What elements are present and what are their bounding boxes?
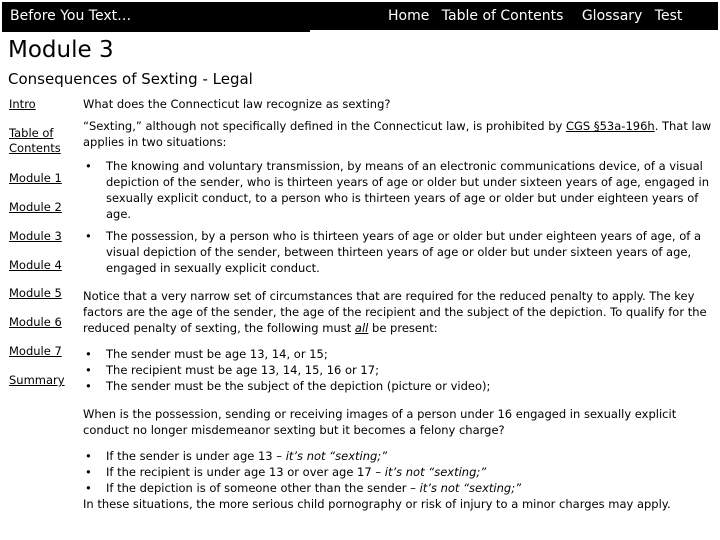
sidebar-item-module-3[interactable]: Module 3 — [9, 229, 62, 243]
list-item: • If the recipient is under age 13 or over age 17 – it’s not “sexting;” — [83, 464, 715, 480]
nav-home[interactable]: Home — [388, 8, 430, 24]
sidebar-item-module-7[interactable]: Module 7 — [9, 344, 62, 358]
list-item: • The sender must be age 13, 14, or 15; — [83, 346, 715, 362]
sidebar-item-intro[interactable]: Intro — [9, 97, 36, 111]
top-nav — [388, 8, 682, 24]
top-bar — [2, 2, 718, 30]
conditions-list — [83, 346, 715, 394]
nav-test[interactable]: Test — [654, 8, 683, 24]
sidebar-item-module-6[interactable]: Module 6 — [9, 315, 62, 329]
statute-link[interactable]: CGS §53a-196h — [565, 119, 655, 133]
nav-table-of-contents[interactable]: Table of Contents — [441, 8, 564, 24]
law-intro-text-end: . That law applies in two situations: — [83, 119, 712, 149]
sidebar-item-module-2[interactable]: Module 2 — [9, 200, 62, 214]
notice-paragraph: Notice that a very narrow set of circumstances that are required for the reduced penalty to apply. The key factors are the age of the sender, the age of the recipient and the subject of the depiction. To qualify for the reduced penalty of sexting, the following must all be present: — [83, 289, 707, 335]
list-item: • The possession, by a person who is thirteen years of age or older but under eighteen years of age, of a visual depiction of the sender, between thirteen years of age or older but under sixteen years of age, engaged in sexually explicit conduct. — [83, 228, 715, 276]
felony-cases-list — [83, 448, 715, 496]
question-what-is-sexting: What does the Connecticut law recognize as sexting? — [83, 97, 391, 111]
sidebar-item-module-5[interactable]: Module 5 — [9, 286, 62, 300]
closing-paragraph: In these situations, the more serious child pornography or risk of injury to a minor charges may apply. — [83, 497, 671, 511]
sidebar-item-module-1[interactable]: Module 1 — [9, 171, 62, 185]
situations-list — [83, 158, 715, 276]
list-item: • If the depiction is of someone other than the sender – it’s not “sexting;” — [83, 480, 715, 496]
question-felony: When is the possession, sending or receiving images of a person under 16 engaged in sexually explicit conduct no longer misdemeanor sexting but it becomes a felony charge? — [83, 407, 677, 437]
title-underline — [2, 30, 310, 32]
law-intro-text: “Sexting,” although not specifically defined in the Connecticut law, is prohibited by — [83, 119, 566, 133]
main-content — [83, 96, 715, 512]
page-title: Module 3 — [8, 37, 114, 63]
list-item: • The recipient must be age 13, 14, 15, 16 or 17; — [83, 362, 715, 378]
sidebar-item-summary[interactable]: Summary — [9, 373, 65, 387]
sidebar-item-table-of-contents[interactable]: Table of Contents — [9, 126, 61, 155]
page-subtitle: Consequences of Sexting - Legal — [8, 70, 253, 88]
emphasis-all: all — [354, 321, 369, 335]
list-item: • The knowing and voluntary transmission, by means of an electronic communications device, of a visual depiction of the sender, who is thirteen years of age or older but under sixteen years of age, engaged in sexually explicit conduct, to a person who is thirteen years of age or older but under eighteen years of age. — [83, 158, 715, 222]
law-intro-paragraph — [83, 118, 715, 150]
sidebar-item-module-4[interactable]: Module 4 — [9, 258, 62, 272]
site-title: Before You Text… — [10, 8, 132, 24]
list-item: • The sender must be the subject of the depiction (picture or video); — [83, 378, 715, 394]
nav-glossary[interactable]: Glossary — [581, 8, 643, 24]
list-item: • If the sender is under age 13 – it’s not “sexting;” — [83, 448, 715, 464]
